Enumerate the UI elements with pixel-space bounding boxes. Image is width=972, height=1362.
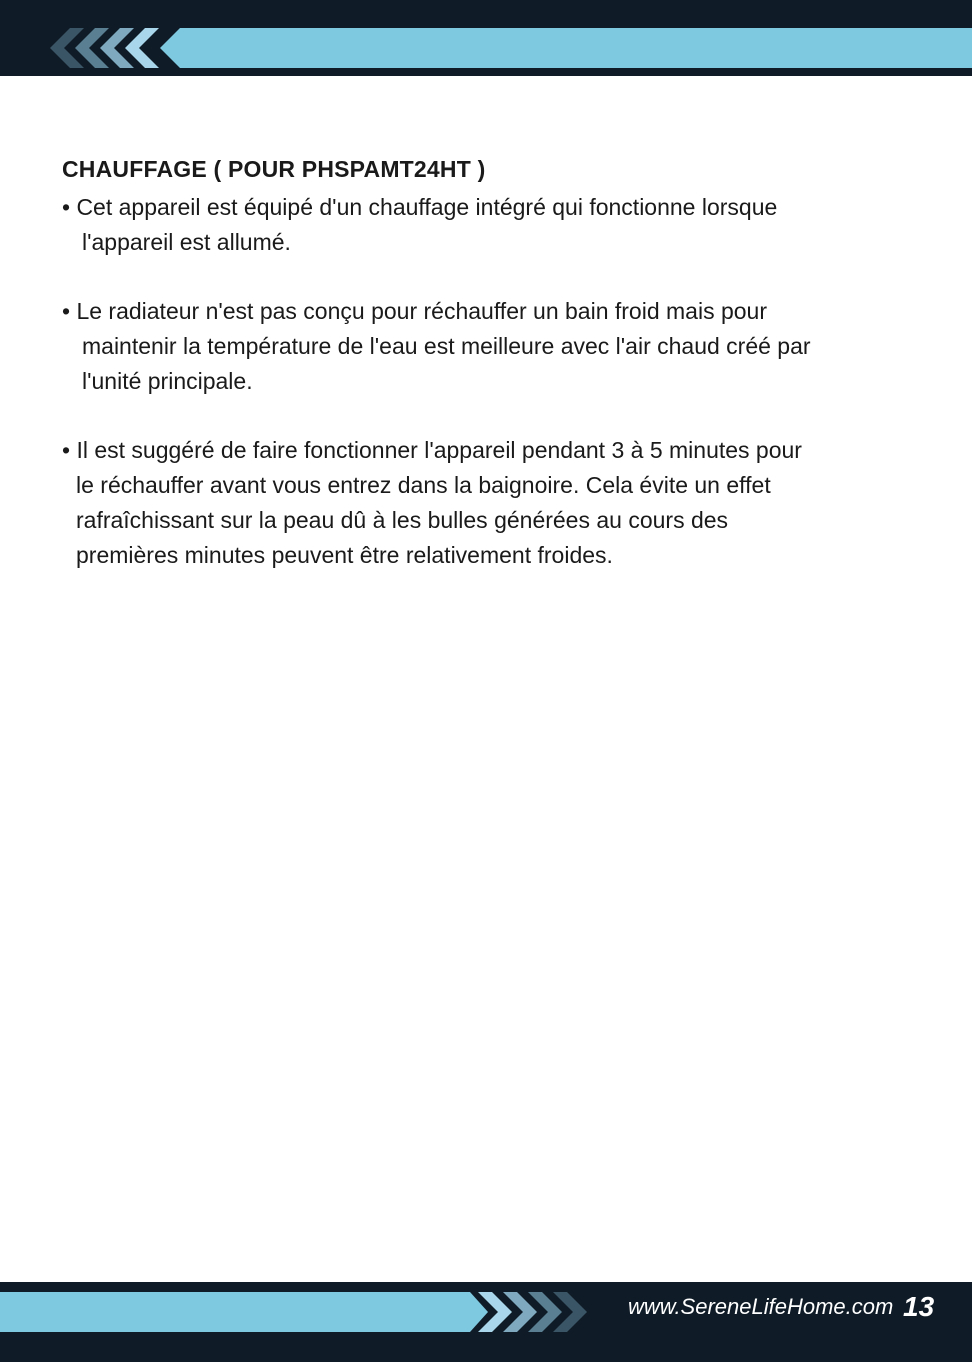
paragraph-2 <box>62 294 942 399</box>
paragraph-line: • Cet appareil est équipé d'un chauffage intégré qui fonctionne lorsque <box>62 194 778 220</box>
paragraph-1 <box>62 190 942 260</box>
paragraph-line: rafraîchissant sur la peau dû à les bulles générées au cours des <box>76 507 729 533</box>
chevron-left-icon <box>50 28 159 68</box>
paragraph-line: • Il est suggéré de faire fonctionner l'appareil pendant 3 à 5 minutes pour <box>62 437 802 463</box>
header-stripe <box>0 28 972 68</box>
paragraph-line: le réchauffer avant vous entrez dans la baignoire. Cela évite un effet <box>76 472 771 498</box>
paragraph-line: • Le radiateur n'est pas conçu pour réchauffer un bain froid mais pour <box>62 298 767 324</box>
paragraph-line: l'appareil est allumé. <box>82 229 291 255</box>
paragraph-line: premières minutes peuvent être relativement froides. <box>76 542 613 568</box>
footer-stripe <box>0 1292 620 1332</box>
page-number: 13 <box>903 1291 935 1322</box>
section-title: CHAUFFAGE ( POUR PHSPAMT24HT ) <box>62 156 486 182</box>
paragraph-line: maintenir la température de l'eau est meilleure avec l'air chaud créé par <box>82 333 811 359</box>
chevron-right-icon <box>478 1292 587 1332</box>
website-url: www.SereneLifeHome.com <box>628 1294 894 1319</box>
paragraph-line: l'unité principale. <box>82 368 253 394</box>
paragraph-3 <box>62 433 942 573</box>
